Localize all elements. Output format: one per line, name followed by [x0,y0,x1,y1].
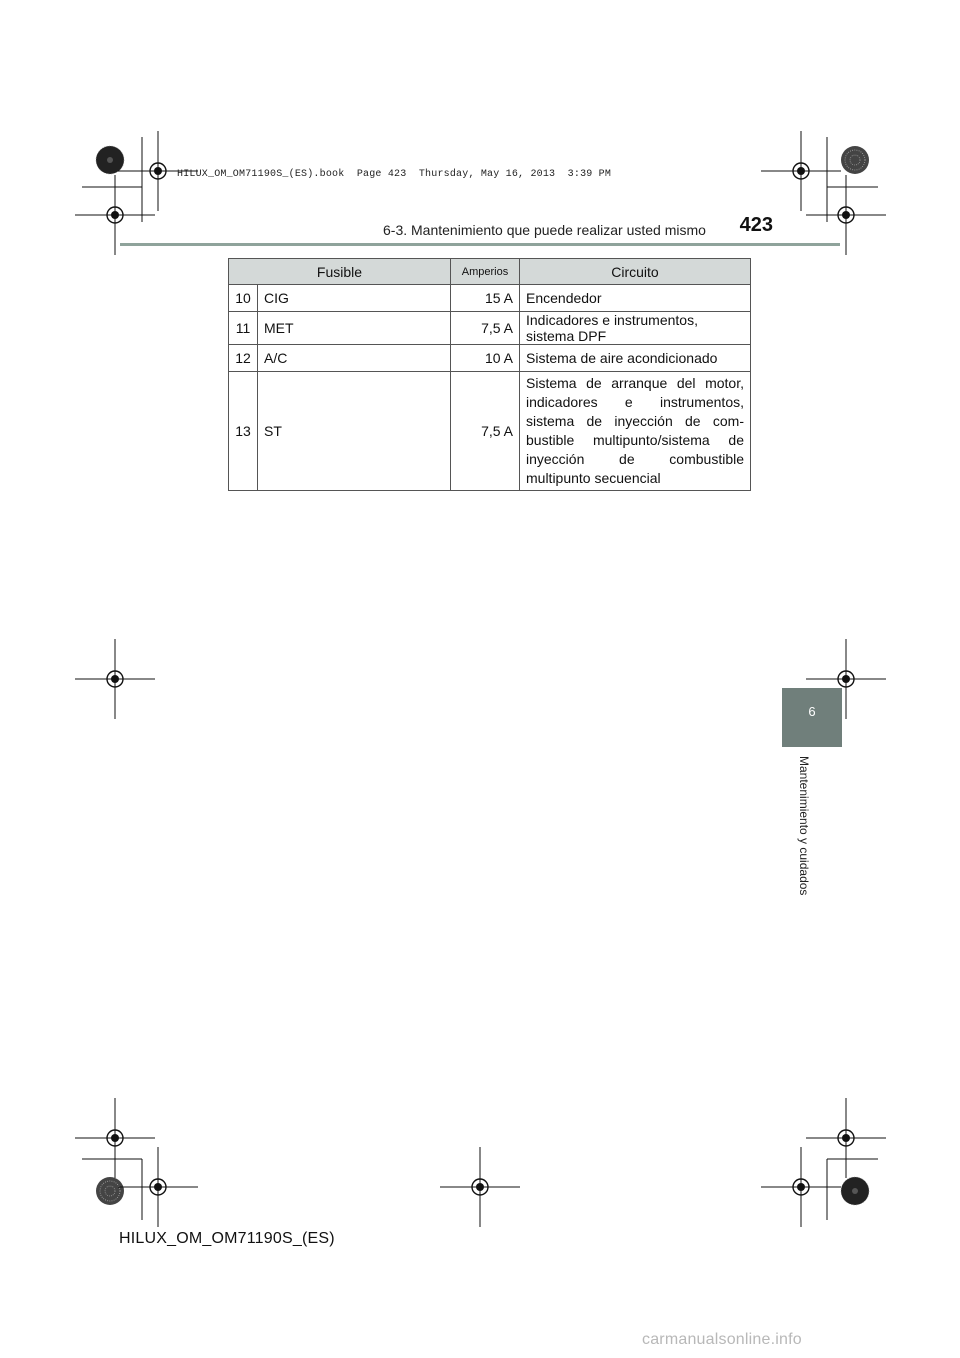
fuse-name: MET [258,312,451,345]
fuse-amps: 15 A [451,285,520,312]
fuse-amps: 10 A [451,345,520,372]
manual-code: HILUX_OM_OM71190S_(ES) [119,1230,335,1247]
table-row [229,372,751,491]
fuse-number: 11 [229,312,258,345]
fuse-circuit: Encendedor [520,285,751,312]
fuse-number: 10 [229,285,258,312]
fuse-amps: 7,5 A [451,312,520,345]
fuse-name: ST [258,372,451,491]
chapter-tab: 6 [782,688,842,747]
table-row [229,285,751,312]
fuse-number: 13 [229,372,258,491]
book-file-line: HILUX_OM_OM71190S_(ES).book Page 423 Thursday, May 16, 2013 3:39 PM [177,169,612,180]
chapter-label: Mantenimiento y cuidados [797,756,811,896]
fuse-circuit: Sistema de aire acondicionado [520,345,751,372]
fuse-table [228,258,751,491]
fuse-circuit: Sistema de arranque del motor, indicadores e instrumentos, sistema de inyección de com-bustible multipunto/sistema de inyección de combustible multipunto secuencial [520,372,751,491]
section-title: 6-3. Mantenimiento que puede realizar usted mismo [383,222,706,238]
header-rule [120,243,840,246]
fuse-amps: 7,5 A [451,372,520,491]
table-header-row [229,259,751,285]
table-row [229,345,751,372]
fuse-number: 12 [229,345,258,372]
watermark: carmanualsonline.info [642,1331,802,1348]
fuse-circuit: Indicadores e instrumentos, sistema DPF [520,312,751,345]
fuse-name: CIG [258,285,451,312]
header-fuse: Fusible [229,259,451,285]
header-circuit: Circuito [520,259,751,285]
page-number: 423 [739,214,773,236]
table-row [229,312,751,345]
fuse-name: A/C [258,345,451,372]
header-amps: Amperios [451,259,520,285]
